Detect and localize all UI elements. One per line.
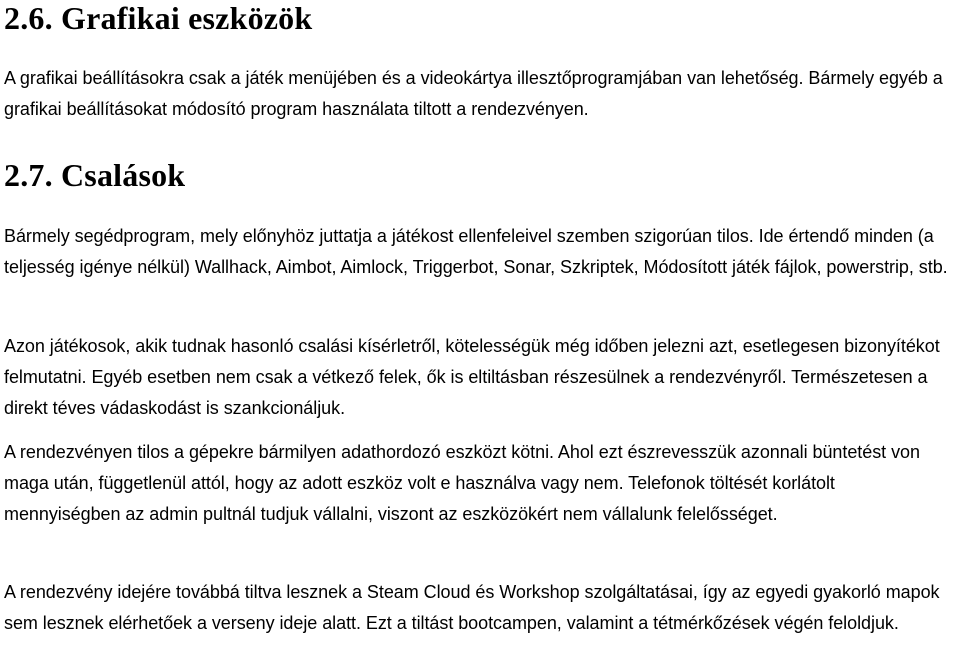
paragraph-grafikai-beallitasok: A grafikai beállításokra csak a játék menüjében és a videokártya illesztőprogramjában van lehetőség. Bármely egyéb a grafikai beállításokat módosító program használata tiltott a rendezvényen. [4,68,943,119]
section-heading-grafikai-eszkozok: 2.6. Grafikai eszközök [4,0,313,36]
section-heading-csalasok: 2.7. Csalások [4,157,186,193]
paragraph-segedprogramok: Bármely segédprogram, mely előnyhöz juttatja a játékost ellenfeleivel szemben szigorúan tilos. Ide értendő minden (a teljesség igénye nélkül) Wallhack, Aimbot, Aimlock, Triggerbot, Sonar, Szkriptek, Módosított játék fájlok, powerstrip, stb. [4,226,948,277]
paragraph-steam-cloud-workshop: A rendezvény idejére továbbá tiltva lesznek a Steam Cloud és Workshop szolgáltatásai, így az egyedi gyakorló mapok sem lesznek elérhetőek a verseny ideje alatt. Ezt a tiltást bootcampen, valamint a tétmérkőzések végén feloldjuk. [4,582,940,633]
paragraph-adathordozo-tilalom: A rendezvényen tilos a gépekre bármilyen adathordozó eszközt kötni. Ahol ezt észrevesszük azonnali büntetést von maga után, függetlenül attól, hogy az adott eszköz volt e használva vagy nem. Telefonok töltését korlátolt mennyiségben az admin pultnál tudjuk vállalni, viszont az eszközökért nem vállalunk felelősséget. [4,442,920,524]
paragraph-csalasi-kiserlet-jelzese: Azon játékosok, akik tudnak hasonló csalási kísérletről, kötelességük még időben jelezni azt, esetlegesen bizonyítékot felmutatni. Egyéb esetben nem csak a vétkező felek, ők is eltiltásban részesülnek a rendezvényről. Természetesen a direkt téves vádaskodást is szankcionáljuk. [4,336,940,418]
